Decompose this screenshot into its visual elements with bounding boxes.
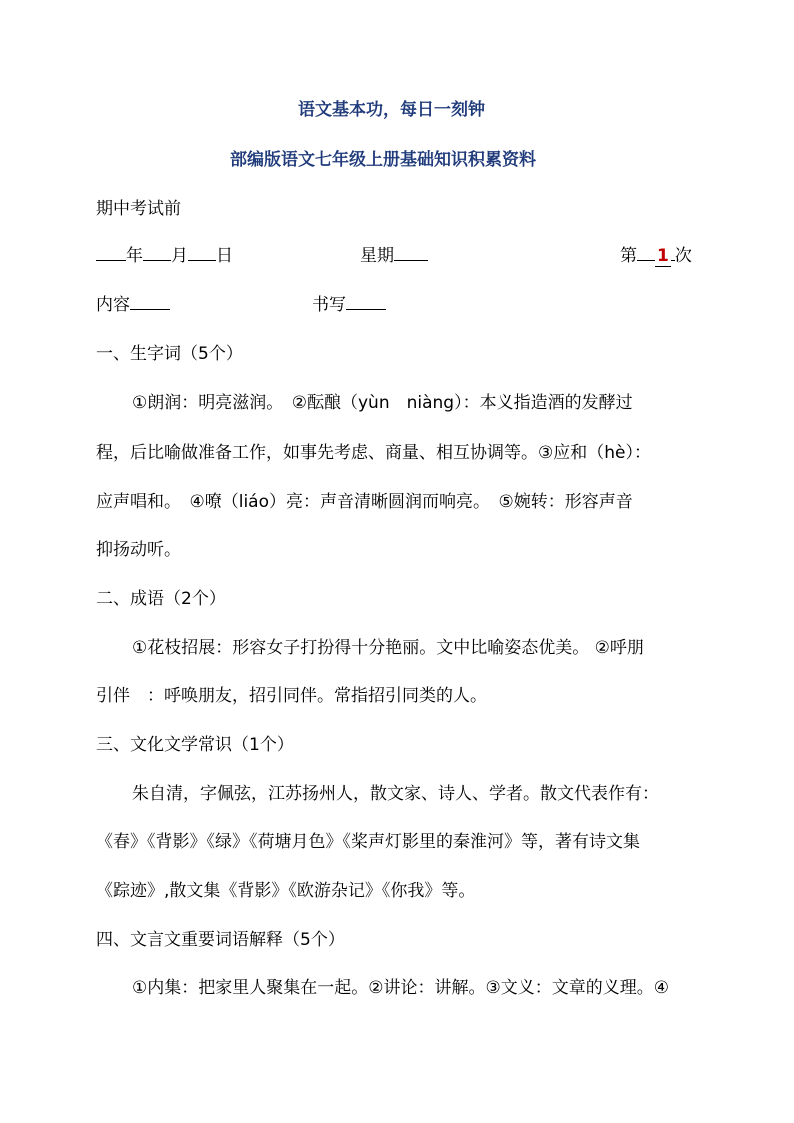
body-line: 引伴 ：呼唤朋友，招引同伴。常指招引同类的人。 [96, 686, 487, 706]
title-line-1: 语文基本功，每日一刻钟 [298, 100, 485, 120]
body-line: 抑扬动听。 [96, 540, 181, 560]
section-heading: 一、生字词（5个） [96, 344, 243, 364]
section-heading: 三、文化文学常识（1个） [96, 735, 294, 755]
section-heading: 四、文言文重要词语解释（5个） [96, 930, 345, 950]
writing-blank[interactable] [346, 295, 386, 310]
date-row [96, 246, 233, 266]
writing-field [312, 295, 386, 315]
weekday-field [360, 246, 428, 266]
body-line: 《春》《背影》《绿》《荷塘月色》《桨声灯影里的秦淮河》等，著有诗文集 [96, 832, 640, 852]
nth-suffix: 次 [674, 246, 692, 266]
title-line-2: 部编版语文七年级上册基础知识积累资料 [230, 150, 536, 170]
content-label: 内容 [96, 295, 130, 315]
year-blank[interactable] [96, 246, 126, 261]
body-line: 应声唱和。 ④嘹（liáo）亮：声音清晰圆润而响亮。 ⑤婉转：形容声音 [96, 492, 633, 512]
body-line: 《踪迹》,散文集《背影》《欧游杂记》《你我》等。 [96, 881, 476, 901]
year-label: 年 [126, 246, 143, 266]
body-line: ①内集：把家里人聚集在一起。②讲论：讲解。③文义：文章的义理。④ [132, 978, 669, 998]
body-line: ①朗润：明亮滋润。 ②酝酿（yùn niàng）：本义指造酒的发酵过 [132, 393, 633, 413]
day-label: 日 [216, 246, 233, 266]
month-blank[interactable] [143, 246, 171, 261]
nth-blank-left [637, 246, 655, 261]
month-label: 月 [171, 246, 188, 266]
section-heading: 二、成语（2个） [96, 589, 226, 609]
weekday-label: 星期 [360, 246, 394, 266]
weekday-blank[interactable] [394, 246, 428, 261]
nth-prefix: 第 [620, 246, 637, 266]
body-line: 朱自清，字佩弦，江苏扬州人，散文家、诗人、学者。散文代表作有： [132, 784, 659, 804]
body-line: ①花枝招展：形容女子打扮得十分艳丽。文中比喻姿态优美。 ②呼朋 [132, 638, 644, 658]
nth-value: 1 [657, 246, 669, 266]
content-blank[interactable] [130, 295, 170, 310]
body-line: 程，后比喻做准备工作，如事先考虑、商量、相互协调等。③应和（hè）： [96, 443, 651, 463]
subtitle: 期中考试前 [96, 199, 181, 219]
day-blank[interactable] [188, 246, 216, 261]
writing-label: 书写 [312, 295, 346, 315]
content-field [96, 295, 170, 315]
nth-field [620, 246, 692, 266]
